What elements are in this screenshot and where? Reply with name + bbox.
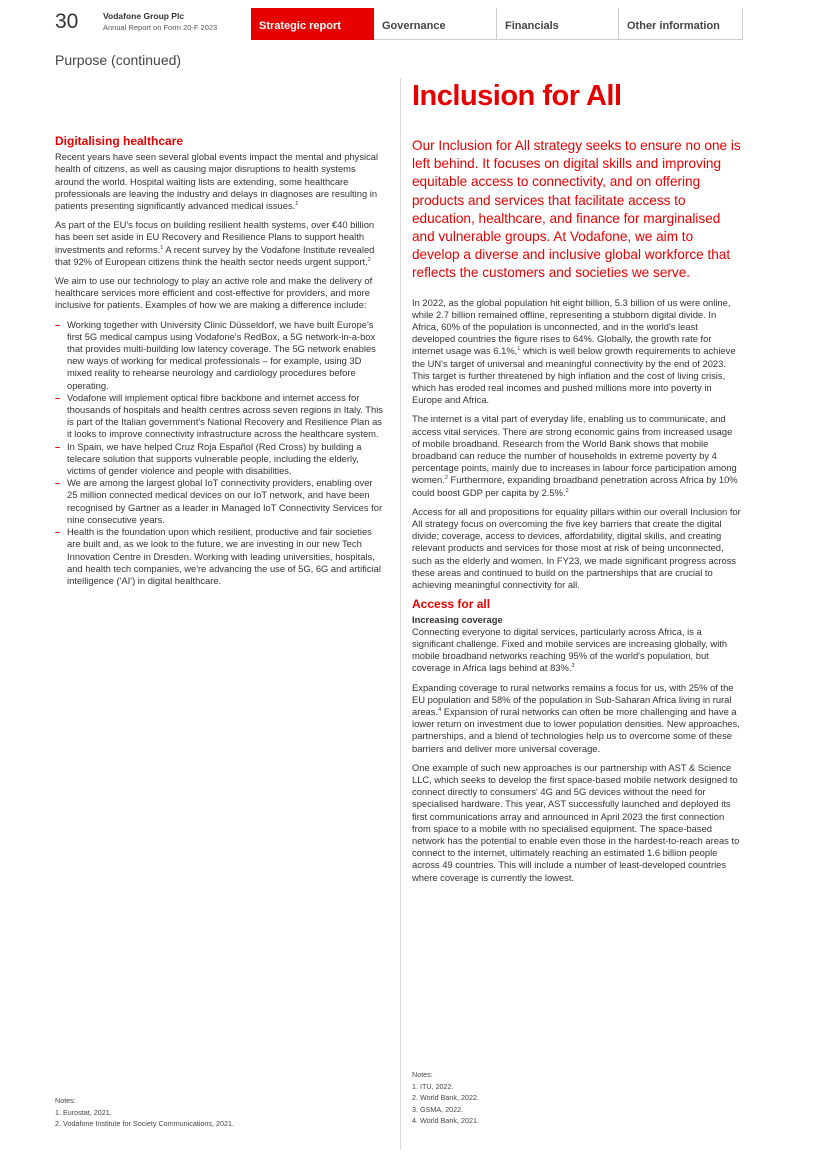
company-name: Vodafone Group Plc — [103, 11, 185, 21]
tab-financials[interactable]: Financials — [497, 8, 619, 40]
paragraph: Access for all and propositions for equality pillars within our overall Inclusion for All strategy focus on overcoming the five key barriers that create the digital divide; coverage, access to devices, affordability, digital skills, and creating relevant products and services for those most at risk of being unconnected, such as the elderly and women. In FY23, we made significant progress across these areas and continued to build on the partnerships that are crucial to achieving meaningful connectivity for all. — [412, 505, 741, 591]
page-header — [0, 0, 825, 40]
paragraph: Expanding coverage to rural networks remains a focus for us, with 25% of the EU population and 58% of the population in Sub-Saharan Africa living in rural areas.$^4$ Expansion of rural networks can often be more challenging and have a lower return on investment due to lower population densities. New approaches, partnerships, and a blend of technologies help us to overcome some of these barriers and deliver more universal coverage. — [412, 681, 740, 754]
list-item: – Working together with University Clinic Düsseldorf, we have built Europe's first 5G medical campus using Vodafone's RedBox, a 5G network-in-a-box that provides multi-building low latency coverage. The 5G network enables new ways of working for medical professionals – for example, using 3D mixed reality to rehearse neurology and cardiology procedures before operating. — [55, 319, 385, 392]
right-column — [412, 80, 742, 891]
list-item: – We are among the largest global IoT connectivity providers, enabling over 25 million connected medical devices on our IoT network, and have been recognised by Gartner as a leader in Managed IoT Connectivity Services for nine consecutive years. — [55, 477, 385, 526]
intro-statement: Our Inclusion for All strategy seeks to ensure no one is left behind. It focuses on digital skills and improving equitable access to connectivity, and on offering products and services that facilitate access to education, healthcare, and finance for marginalised and vulnerable groups. At Vodafone, we aim to develop a diverse and inclusive global workforce that reflects the customers and societies we serve. — [412, 138, 741, 281]
paragraph: Connecting everyone to digital services, particularly across Africa, is a significant challenge. Fixed and mobile services are increasing globally, with mobile broadband networks reaching 95% of the world's population, but coverage in Africa lags behind at 83%.$^3$ — [412, 625, 728, 674]
list-item: – Health is the foundation upon which resilient, productive and fair societies are built and, as we look to the future, we are investing in our new Tech Innovation Centre in Dresden. Working with leading universities, hospitals, and health tech companies, we're advancing the use of 5G, 6G and artificial intelligence ('AI') in digital healthcare. — [55, 526, 385, 587]
report-name: Annual Report on Form 20-F 2023 — [103, 23, 218, 32]
healthcare-examples-list — [55, 319, 385, 587]
page-title: Inclusion for All — [412, 80, 622, 112]
report-identity — [103, 11, 217, 33]
footnote-ref: 2 — [367, 256, 371, 263]
list-item: – Vodafone will implement optical fibre backbone and internet access for thousands of hospitals and health centres across seven regions in Italy. This is part of the Italian government's National Recovery and Resilience Plan as it looks to improve connectivity infrastructure across the healthcare system. — [55, 392, 385, 441]
footnote-ref: 3 — [571, 663, 575, 670]
note-item: 2. World Bank, 2022. — [412, 1093, 479, 1102]
paragraph: The internet is a vital part of everyday life, enabling us to communicate, and access vital services. There are strong economic gains from increased usage of mobile broadband. Research from the World Bank shows that mobile broadband can reduce the number of households in extreme poverty by 4 percentage points, mainly due to increases in labour force participation among women.$^2$ Furthermore, expanding broadband penetration across Africa by 10% could boost GDP per capita by 2.5%.$^2$ — [412, 413, 738, 498]
tab-other-information[interactable]: Other information — [619, 8, 743, 40]
footnote-ref: 1 — [160, 244, 164, 251]
note-item: 1. Eurostat, 2021. — [55, 1107, 112, 1117]
column-divider — [400, 78, 401, 1150]
footnote-ref: 1 — [517, 346, 521, 353]
note-item: 2. Vodafone Institute for Society Communications, 2021. — [55, 1119, 234, 1128]
left-column — [55, 135, 385, 587]
digitalising-healthcare-heading: Digitalising healthcare — [55, 134, 184, 148]
paragraph: In 2022, as the global population hit eight billion, 5.3 billion of us were online, while 2.7 billion remained offline, representing a stubborn digital divide. In Africa, 60% of the population is unconnected, and in the world's least developed countries the figure rises to 64%. Globally, the growth rate for internet usage was 6.1%,$^1$ which is well below growth requirements to achieve the UN's target of universal and meaningful connectivity by the end of 2023. This target is further threatened by high inflation and the cost of living crisis, which has eroded real incomes and pushed millions more into poverty in Europe and Africa. — [412, 296, 736, 406]
footnote-ref: 1 — [295, 200, 299, 207]
paragraph: As part of the EU's focus on building resilient health systems, over €40 billion has been set aside in EU Recovery and Resilience Plans to support health investments and reforms.$^1$ A recent survey by the Vodafone Institute revealed that 92% of European citizens think the health sector needs urgent support.$^2$ — [55, 219, 375, 267]
tab-strategic-report[interactable]: Strategic report — [251, 8, 374, 40]
access-for-all-heading: Access for all — [412, 597, 491, 612]
notes-label: Notes: — [55, 1096, 76, 1105]
tab-governance[interactable]: Governance — [374, 8, 497, 40]
footnote-ref: 2 — [444, 475, 448, 482]
body-text — [412, 297, 742, 884]
notes-label: Notes: — [412, 1070, 433, 1079]
left-notes — [55, 1095, 355, 1130]
increasing-coverage-subheading: Increasing coverage — [412, 613, 503, 625]
paragraph: One example of such new approaches is our partnership with AST & Science LLC, which seeks to develop the first space-based mobile network designed to connect directly to consumers' 4G and 5G devices without the need for specialised hardware. This year, AST successfully launched and deployed its first communications array and announced in April 2023 the first connection from space to a mobile with no specialised equipment. The space-based network has the potential to enable even those in the hardest-to-reach areas to connect to the internet, ultimately reaching an estimated 1.6 billion people across 49 countries. This will include a number of least-developed countries where coverage is currently the lowest. — [412, 761, 740, 883]
paragraph: Recent years have seen several global events impact the mental and physical health of citizens, as well as causing major disruptions to health systems around the world. Hospital waiting lists are extending, some healthcare professionals are leaving the industry and delays in diagnoses are resulting in patients presenting significantly advanced medical issues.$^1$ — [55, 151, 379, 212]
note-item: 3. GSMA, 2022. — [412, 1104, 464, 1114]
note-item: 1. ITU, 2022. — [412, 1081, 454, 1091]
footnote-ref: 4 — [438, 706, 442, 713]
right-notes — [412, 1069, 712, 1127]
note-item: 4. World Bank, 2021. — [412, 1116, 479, 1125]
footnote-ref: 2 — [565, 487, 569, 494]
page-number: 30 — [55, 10, 79, 33]
paragraph: We aim to use our technology to play an active role and make the delivery of healthcare services more efficient and cost-effective for providers, and more inclusive for patients. Examples of how we are making a difference include: — [55, 275, 373, 311]
section-label: Purpose (continued) — [55, 52, 182, 68]
list-item: – In Spain, we have helped Cruz Roja Español (Red Cross) by building a telecare solution that supports vulnerable people, including the elderly, victims of gender violence and people with disabilities. — [55, 441, 385, 478]
